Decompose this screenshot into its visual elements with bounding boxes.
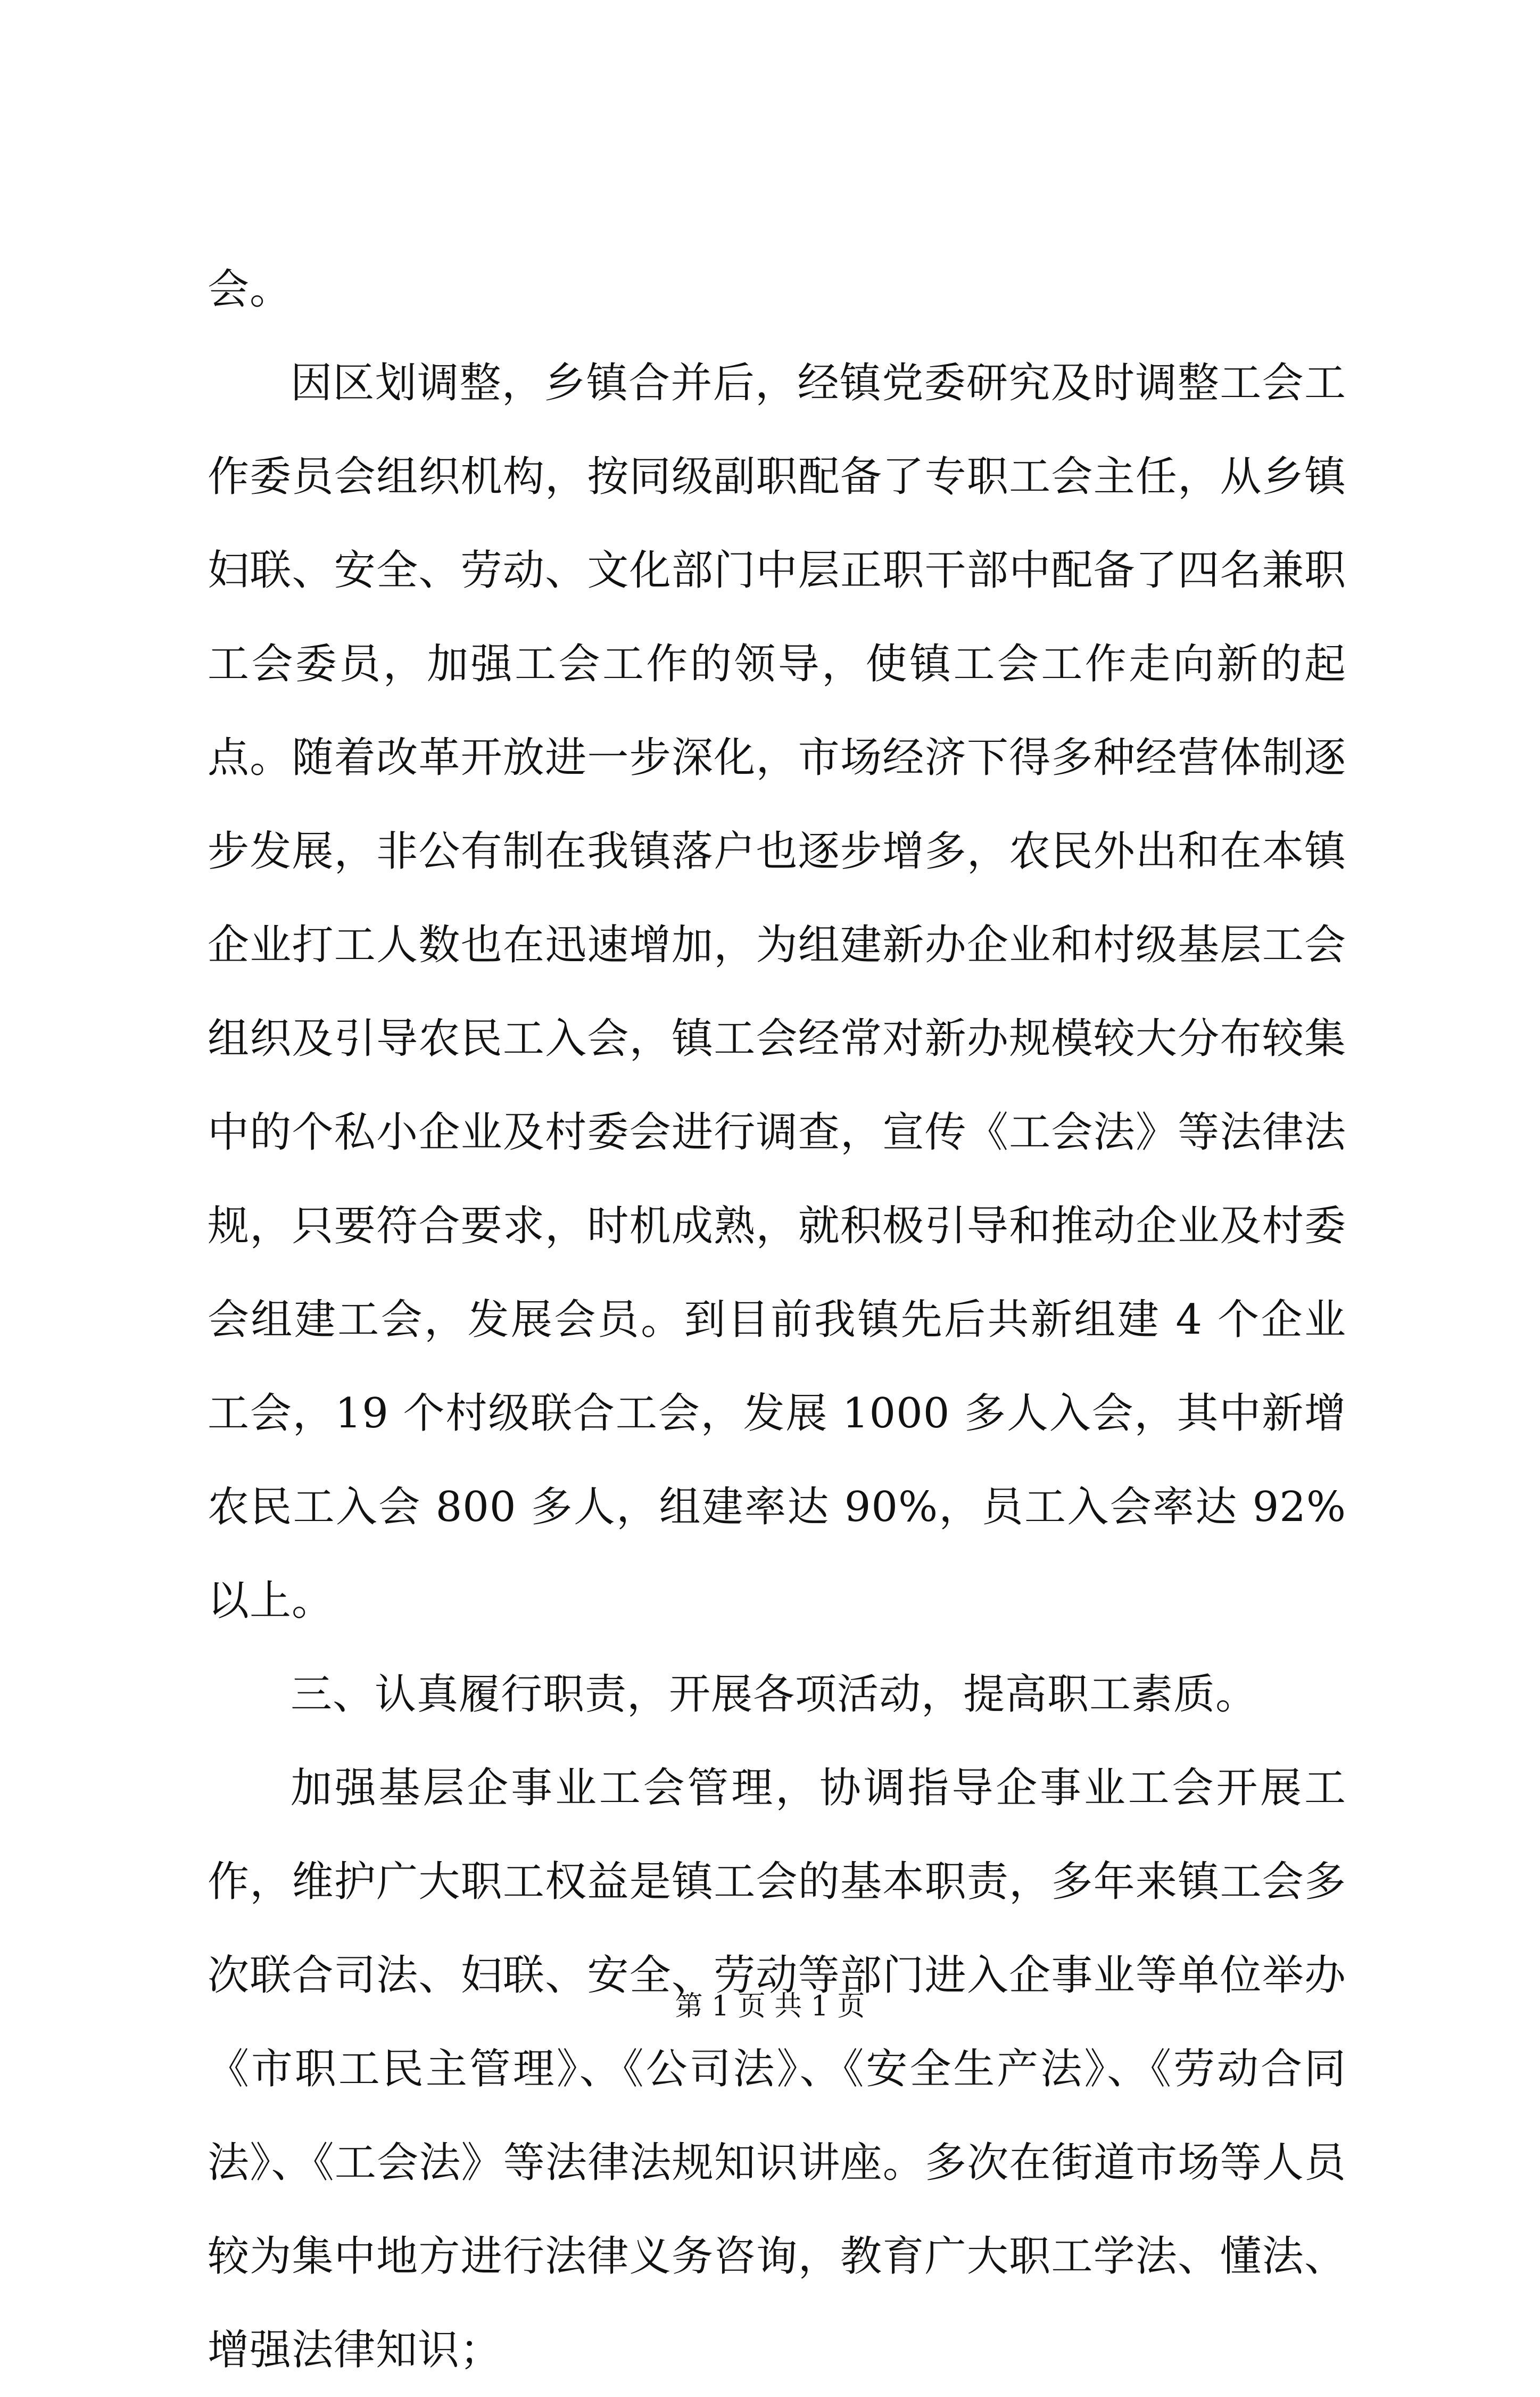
page-footer: 第 1 页 共 1 页 [675, 1990, 865, 2022]
paragraph-union-organization: 因区划调整，乡镇合并后，经镇党委研究及时调整工会工作委员会组织机构，按同级副职配备了专职工会主任，从乡镇妇联、安全、劳动、文化部门中层正职干部中配备了四名兼职工会委员，加强工会工作的领导，使镇工会工作走向新的起点。随着改革开放进一步深化，市场经济下得多种经营体制逐步发展，非公有制在我镇落户也逐步增多，农民外出和在本镇企业打工人数也在迅速增加，为组建新办企业和村级基层工会组织及引导农民工入会，镇工会经常对新办规模较大分布较集中的个私小企业及村委会进行调查，宣传《工会法》等法律法规，只要符合要求，时机成熟，就积极引导和推动企业及村委会组建工会，发展会员。到目前我镇先后共新组建 4 个企业工会，19 个村级联合工会，发展 1000 多人入会，其中新增农民工入会 800 多人，组建率达 90%，员工入会率达 92%以上。 [208, 359, 1346, 1625]
paragraph-continuation: 会。 [208, 266, 292, 313]
document-body [208, 243, 1346, 2397]
section-heading-three: 三、认真履行职责，开展各项活动，提高职工素质。 [291, 1671, 1258, 1718]
paragraph-union-management: 加强基层企事业工会管理，协调指导企事业工会开展工作，维护广大职工权益是镇工会的基本职责，多年来镇工会多次联合司法、妇联、安全、劳动等部门进入企事业等单位举办《市职工民主管理》、《公司法》、《安全生产法》、《劳动合同法》、《工会法》等法律法规知识讲座。多次在街道市场等人员较为集中地方进行法律义务咨询，教育广大职工学法、懂法、增强法律知识； [208, 1764, 1346, 2374]
